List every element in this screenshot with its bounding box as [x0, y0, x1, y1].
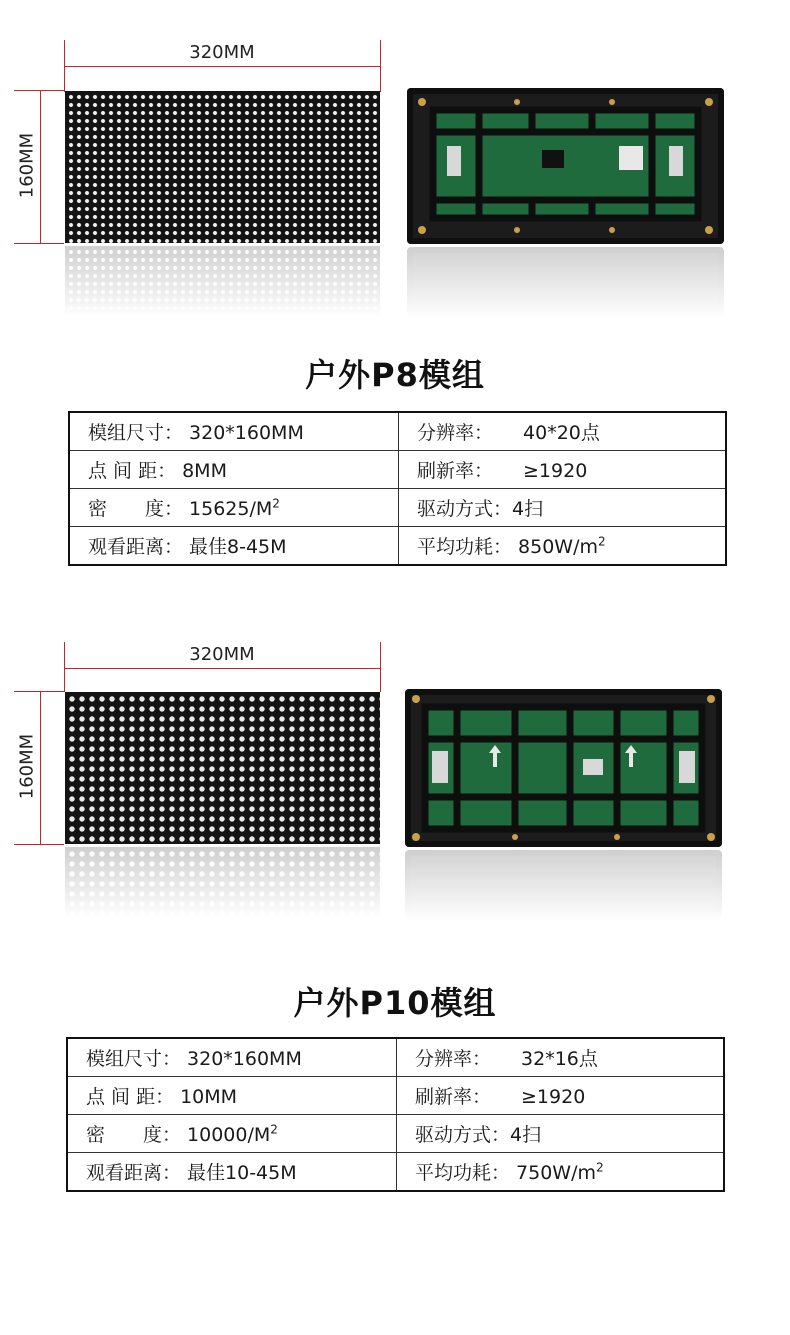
- spec-cell: [67, 1115, 397, 1153]
- spec-value: 40*20点: [523, 422, 600, 444]
- table-row: [69, 527, 726, 566]
- width-dimension-line: [64, 668, 381, 669]
- spec-cell: [399, 527, 727, 566]
- p10-module-section: [0, 630, 790, 1230]
- spec-value: 4扫: [512, 498, 544, 520]
- spec-value: 8MM: [182, 460, 227, 482]
- spec-value-text: 10000/M: [187, 1124, 271, 1146]
- height-dimension-label: 160MM: [16, 733, 38, 800]
- height-dimension-line: [40, 691, 41, 844]
- p10-module-front-image: [65, 692, 380, 844]
- table-row: [67, 1115, 724, 1153]
- spec-value: ≥1920: [521, 1086, 586, 1108]
- spec-label: 刷新率：: [415, 1086, 492, 1108]
- spec-value: 320*160MM: [187, 1048, 302, 1070]
- spec-value-text: 15625/M: [189, 498, 273, 520]
- spec-label: 点 间 距：: [88, 460, 177, 482]
- spec-label: 平均功耗：: [415, 1162, 511, 1184]
- spec-value: [518, 536, 606, 558]
- p8-module-front-image: [65, 91, 380, 243]
- spec-value: [516, 1162, 604, 1184]
- spec-label: 模组尺寸：: [88, 422, 184, 444]
- p8-module-back-reflection: [407, 247, 724, 319]
- table-row: [67, 1038, 724, 1077]
- spec-label: 密 度：: [88, 498, 184, 520]
- spec-value: 最佳8-45M: [189, 536, 287, 558]
- spec-cell: [69, 451, 399, 489]
- table-row: [69, 489, 726, 527]
- spec-cell: [69, 489, 399, 527]
- p8-module-title: 户外P8模组: [305, 356, 485, 394]
- spec-label: 分辨率：: [415, 1048, 492, 1070]
- spec-label: 平均功耗：: [417, 536, 513, 558]
- superscript: 2: [595, 1160, 604, 1175]
- spec-cell: [397, 1038, 725, 1077]
- spec-cell: [69, 527, 399, 566]
- p8-module-back-image: [407, 88, 724, 244]
- spec-label: 观看距离：: [86, 1162, 182, 1184]
- p8-spec-table: [68, 411, 727, 566]
- spec-label: 驱动方式：: [417, 498, 513, 520]
- spec-label: 点 间 距：: [86, 1086, 175, 1108]
- height-tick-bottom: [14, 243, 64, 244]
- height-tick-top: [14, 691, 64, 692]
- spec-value: 32*16点: [521, 1048, 598, 1070]
- spec-value-text: 750W/m: [516, 1162, 596, 1184]
- height-dimension-label: 160MM: [16, 132, 38, 199]
- spec-value: ≥1920: [523, 460, 588, 482]
- p8-module-section: [0, 0, 790, 620]
- height-tick-bottom: [14, 844, 64, 845]
- p10-spec-table: [66, 1037, 725, 1192]
- spec-cell: [67, 1077, 397, 1115]
- p8-module-front-reflection: [65, 246, 380, 318]
- width-tick-right: [380, 642, 381, 692]
- spec-value: [189, 498, 280, 520]
- spec-label: 密 度：: [86, 1124, 182, 1146]
- p10-module-back-image: [405, 689, 722, 847]
- spec-value: [187, 1124, 278, 1146]
- spec-cell: [397, 1077, 725, 1115]
- width-dimension-label: 320MM: [189, 644, 255, 665]
- p10-module-title: 户外P10模组: [293, 984, 497, 1022]
- spec-cell: [67, 1153, 397, 1192]
- spec-cell: [69, 412, 399, 451]
- spec-label: 观看距离：: [88, 536, 184, 558]
- spec-value: 最佳10-45M: [187, 1162, 297, 1184]
- table-row: [67, 1153, 724, 1192]
- spec-label: 驱动方式：: [415, 1124, 511, 1146]
- table-row: [69, 412, 726, 451]
- width-dimension-line: [64, 66, 381, 67]
- spec-value: 320*160MM: [189, 422, 304, 444]
- width-tick-right: [380, 40, 381, 92]
- spec-cell: [399, 451, 727, 489]
- spec-value: 4扫: [510, 1124, 542, 1146]
- superscript: 2: [270, 1122, 278, 1137]
- spec-label: 刷新率：: [417, 460, 494, 482]
- width-dimension-label: 320MM: [189, 42, 255, 63]
- spec-label: 分辨率：: [417, 422, 494, 444]
- spec-value: 10MM: [180, 1086, 238, 1108]
- spec-label: 模组尺寸：: [86, 1048, 182, 1070]
- height-dimension-line: [40, 90, 41, 243]
- spec-value-text: 850W/m: [518, 536, 598, 558]
- spec-cell: [67, 1038, 397, 1077]
- superscript: 2: [597, 534, 606, 549]
- p10-module-back-reflection: [405, 850, 722, 922]
- spec-cell: [397, 1153, 725, 1192]
- height-tick-top: [14, 90, 64, 91]
- superscript: 2: [272, 496, 280, 511]
- p10-module-front-reflection: [65, 847, 380, 919]
- table-row: [69, 451, 726, 489]
- spec-cell: [399, 489, 727, 527]
- table-row: [67, 1077, 724, 1115]
- spec-cell: [397, 1115, 725, 1153]
- spec-cell: [399, 412, 727, 451]
